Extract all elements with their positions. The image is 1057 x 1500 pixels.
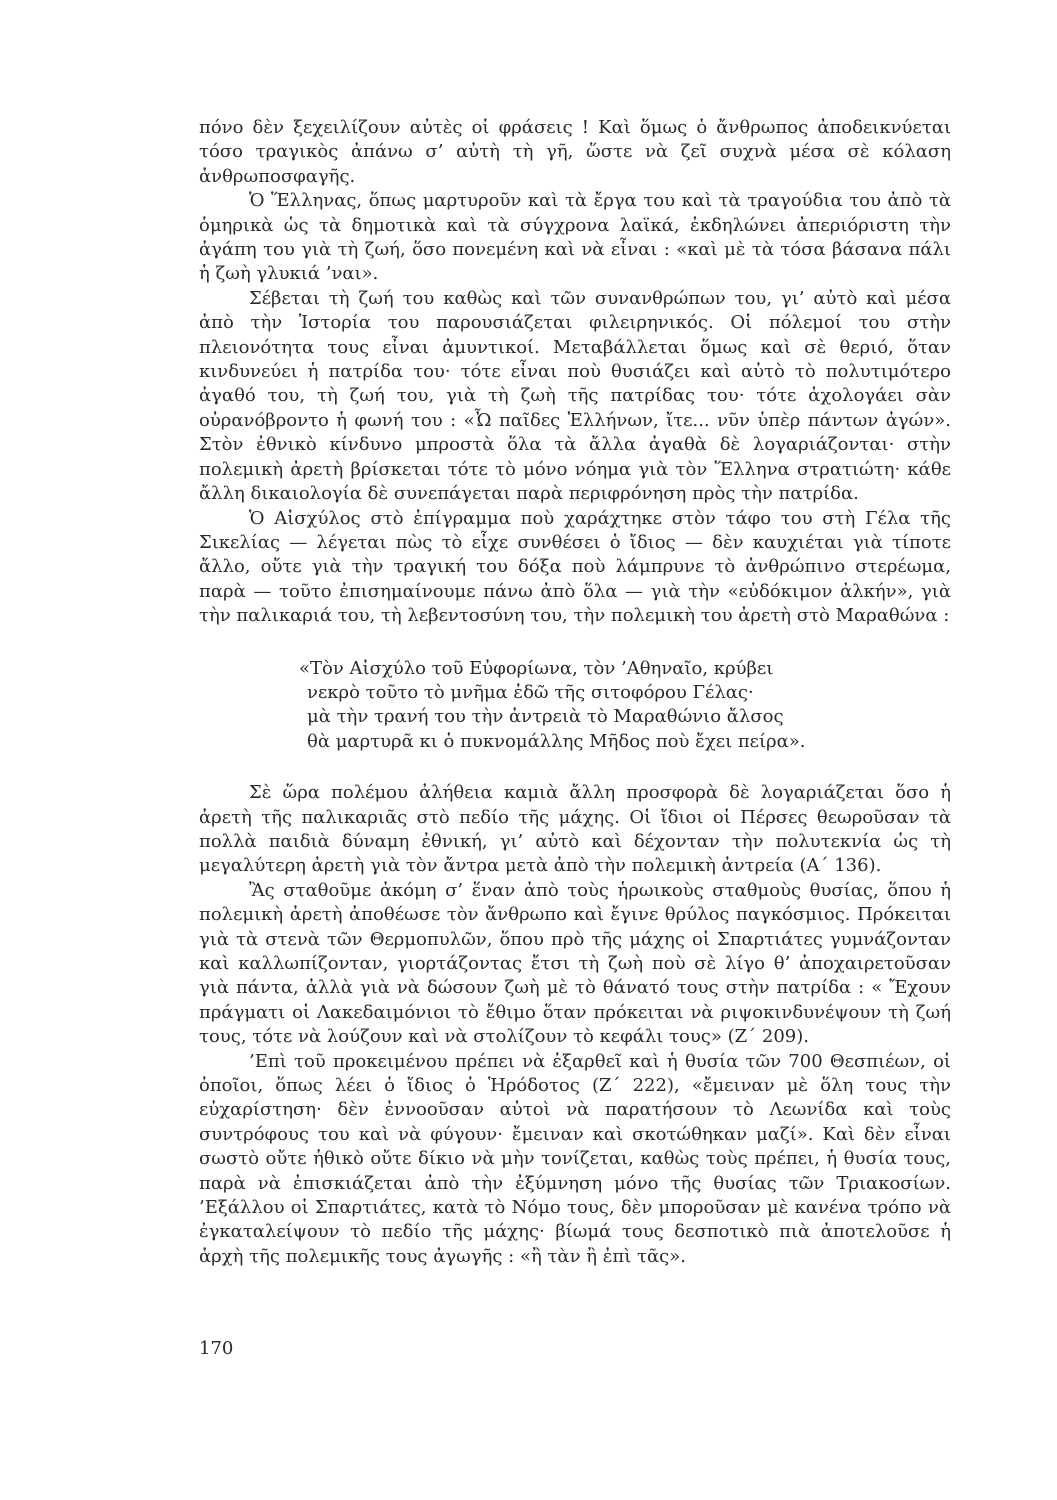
paragraph-respect-for-life: Σέβεται τὴ ζωή του καθὼς καὶ τῶν συνανθρώπων του, γι’ αὐτὸ καὶ μέσα ἀπὸ τὴν Ἱστορία του παρουσιάζεται φιλειρηνικός. Οἱ πόλεμοί του στὴν πλειονότητα τους εἶναι ἀμυντικοί. Μεταβάλλεται ὅμως καὶ σὲ θεριό, ὅταν κινδυνεύει ἡ πατρίδα του· τότε εἶναι ποὺ θυσιάζει καὶ αὐτὸ τὸ πολυτιμότερο ἀγαθό του, τὴ ζωή του, γιὰ τὴ ζωὴ τῆς πατρίδας του· τότε ἀχολογάει σὰν οὐρανόβροντο ἡ φωνή του : «Ὦ παῖδες Ἑλλήνων, ἴτε... νῦν ὑπὲρ πάντων ἀγών». Στὸν ἐθνικὸ κίνδυνο μπροστὰ ὅλα τὰ ἄλλα ἀγαθὰ δὲ λογαριάζονται· στὴν πολεμικὴ ἀρετὴ βρίσκεται τότε τὸ μόνο νόημα γιὰ τὸν Ἕλληνα στρατιώτη· κάθε ἄλλη δικαιολογία δὲ συνεπάγεται παρὰ περιφρόνηση πρὸς τὴν πατρίδα. bbox=[199, 287, 951, 505]
paragraph-thermopylae: Ἂς σταθοῦμε ἀκόμη σ’ ἕναν ἀπὸ τοὺς ἡρωικοὺς σταθμοὺς θυσίας, ὅπου ἡ πολεμικὴ ἀρετὴ ἀποθέωσε τὸν ἄνθρωπο καὶ ἔγινε θρύλος παγκόσμιος. Πρόκειται γιὰ τὰ στενὰ τῶν Θερμοπυλῶν, ὅπου πρὸ τῆς μάχης οἱ Σπαρτιάτες γυμνάζονταν καὶ καλλωπίζονταν, γιορτάζοντας ἔτσι τὴ ζωὴ ποὺ σὲ λίγο θ’ ἀποχαιρετοῦσαν γιὰ πάντα, ἀλλὰ γιὰ νὰ δώσουν ζωὴ μὲ τὸ θάνατό τους στὴν πατρίδα : « Ἔχουν πράγματι οἱ Λακεδαιμόνιοι τὸ ἔθιμο ὅταν πρόκειται νὰ ριψοκινδυνέψουν τὴ ζωή τους, τότε νὰ λούζουν καὶ νὰ στολίζουν τὸ κεφάλι τους» (Ζ΄ 209). bbox=[199, 879, 951, 1048]
epigram-line: μὰ τὴν τρανή του τὴν ἀντρειὰ τὸ Μαραθώνιο ἄλσος bbox=[307, 706, 784, 728]
paragraph-greek-love-of-life: Ὁ Ἕλληνας, ὅπως μαρτυροῦν καὶ τὰ ἔργα του καὶ τὰ τραγούδια του ἀπὸ τὰ ὁμηρικὰ ὡς τὰ δημοτικὰ καὶ τὰ σύγχρονα λαϊκά, ἐκδηλώνει ἀπεριόριστη τὴν ἀγάπη του γιὰ τὴ ζωή, ὅσο πονεμένη καὶ νὰ εἶναι : «καὶ μὲ τὰ τόσα βάσανα πάλι ἡ ζωὴ γλυκιά ’ναι». bbox=[199, 190, 951, 285]
paragraph-war-virtue: Σὲ ὥρα πολέμου ἀλήθεια καμιὰ ἄλλη προσφορὰ δὲ λογαριάζεται ὅσο ἡ ἀρετὴ τῆς παλικαριᾶς στὸ πεδίο τῆς μάχης. Οἱ ἴδιοι οἱ Πέρσες θεωροῦσαν τὰ πολλὰ παιδιὰ δύναμη ἐθνική, γι’ αὐτὸ καὶ δέχονταν τὴν πολυτεκνία ὡς τὴ μεγαλύτερη ἀρετὴ γιὰ τὸν ἄντρα μετὰ ἀπὸ τὴν πολεμικὴ ἀντρεία (Α΄ 136). bbox=[199, 782, 951, 877]
epigram-line: νεκρὸ τοῦτο τὸ μνῆμα ἐδῶ τῆς σιτοφόρου Γέλας· bbox=[307, 681, 754, 703]
paragraph-thespians: ’Επὶ τοῦ προκειμένου πρέπει νὰ ἐξαρθεῖ καὶ ἡ θυσία τῶν 700 Θεσπιέων, οἱ ὁποῖοι, ὅπως λέει ὁ ἴδιος ὁ Ἡρόδοτος (Ζ΄ 222), «ἔμειναν μὲ ὅλη τους τὴν εὐχαρίστηση· δὲν ἐννοοῦσαν αὐτοὶ νὰ παρατήσουν τὸ Λεωνίδα καὶ τοὺς συντρόφους του καὶ νὰ φύγουν· ἔμειναν καὶ σκοτώθηκαν μαζί». Καὶ δὲν εἶναι σωστὸ οὔτε ἠθικὸ οὔτε δίκιο νὰ μὴν τονίζεται, καθὼς τοὺς πρέπει, ἡ θυσία τους, παρὰ νὰ ἐπισκιάζεται ἀπὸ τὴν ἐξύμνηση μόνο τῆς θυσίας τῶν Τριακοσίων. ’Εξάλλου οἱ Σπαρτιάτες, κατὰ τὸ Νόμο τους, δὲν μποροῦσαν μὲ κανένα τρόπο νὰ ἐγκαταλείψουν τὸ πεδίο τῆς μάχης· βίωμά τους δεσποτικὸ πιὰ ἀποτελοῦσε ἡ ἀρχὴ τῆς πολεμικῆς τους ἀγωγῆς : «ἢ τὰν ἢ ἐπὶ τᾶς». bbox=[199, 1050, 951, 1267]
epigram-line: θὰ μαρτυρᾶ κι ὁ πυκνομάλλης Μῆδος ποὺ ἔχει πείρα». bbox=[307, 730, 806, 752]
paragraph-aeschylus-epigram: Ὁ Αἰσχύλος στὸ ἐπίγραμμα ποὺ χαράχτηκε στὸν τάφο του στὴ Γέλα τῆς Σικελίας — λέγεται πὼς τὸ εἶχε συνθέσει ὁ ἴδιος — δὲν καυχιέται γιὰ τίποτε ἄλλο, οὔτε γιὰ τὴν τραγική του δόξα ποὺ λάμπρυνε τὸ ἀνθρώπινο στερέωμα, παρὰ — τοῦτο ἐπισημαίνουμε πάνω ἀπὸ ὅλα — γιὰ τὴν «εὐδόκιμον ἀλκήν», γιὰ τὴν παλικαριά του, τὴ λεβεντοσύνη του, τὴν πολεμικὴ του ἀρετὴ στὸ Μαραθώνα : bbox=[199, 507, 951, 627]
page-body bbox=[199, 116, 951, 1269]
paragraph-continuation: πόνο δὲν ξεχειλίζουν αὐτὲς οἱ φράσεις ! Καὶ ὅμως ὁ ἄνθρωπος ἀποδεικνύεται τόσο τραγικὸς ἀπάνω σ’ αὐτὴ τὴ γῆ, ὥστε νὰ ζεῖ συχνὰ μέσα σὲ κόλαση ἀνθρωποσφαγῆς. bbox=[199, 117, 951, 187]
page-number: 170 bbox=[199, 1338, 234, 1359]
epigram-line: «Τὸν Αἰσχύλο τοῦ Εὐφορίωνα, τὸν ’Αθηναῖο, κρύβει bbox=[299, 657, 774, 679]
epigram-quote bbox=[299, 657, 951, 755]
